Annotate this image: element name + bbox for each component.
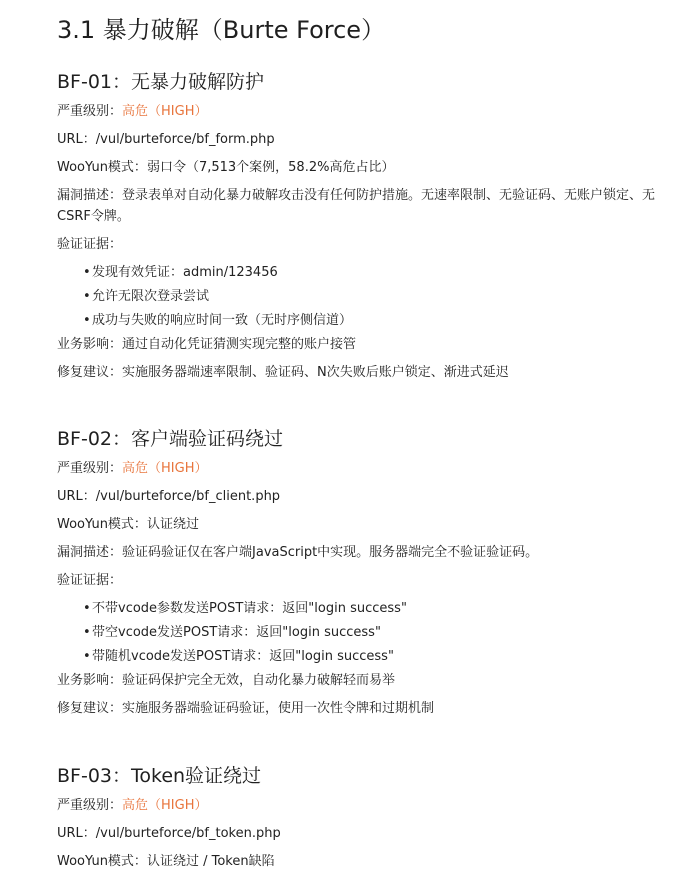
finding-bf-02 [57, 425, 681, 721]
url-label: URL： [57, 489, 96, 504]
description-value: 验证码验证仅在客户端JavaScript中实现。服务器端完全不验证验证码。 [122, 545, 539, 560]
evidence-label: 验证证据： [57, 573, 123, 588]
bullet-icon: • [83, 625, 91, 640]
url-value: /vul/burteforce/bf_form.php [95, 132, 275, 147]
fix-value: 实施服务器端验证码验证，使用一次性令牌和过期机制 [122, 701, 435, 716]
wooyun-value: 认证绕过 [146, 517, 199, 532]
description-value: 登录表单对自动化暴力破解攻击没有任何防护措施。无速率限制、无验证码、无账户锁定、无CSRF令牌。 [57, 188, 656, 224]
severity-row [57, 100, 681, 124]
finding-bf-01 [57, 68, 681, 385]
url-label: URL： [57, 826, 96, 841]
url-row [57, 822, 681, 846]
url-value: /vul/burteforce/bf_client.php [95, 489, 281, 504]
url-value: /vul/burteforce/bf_token.php [95, 826, 281, 841]
evidence-item [83, 261, 681, 285]
severity-label: 严重级别： [57, 798, 123, 813]
severity-value: 高危（HIGH） [122, 461, 208, 476]
finding-title: BF-03：Token验证绕过 [57, 765, 262, 787]
impact-value: 通过自动化凭证猜测实现完整的账户接管 [122, 337, 357, 352]
evidence-item [83, 309, 681, 333]
bullet-icon: • [83, 289, 91, 304]
wooyun-row [57, 513, 681, 537]
section-title: 3.1 暴力破解（Burte Force） [57, 16, 386, 44]
severity-value: 高危（HIGH） [122, 798, 208, 813]
evidence-text: 发现有效凭证：admin/123456 [92, 265, 278, 280]
bullet-icon: • [83, 313, 91, 328]
wooyun-row [57, 850, 681, 874]
bullet-icon: • [83, 601, 91, 616]
impact-label: 业务影响： [57, 337, 123, 352]
evidence-list [57, 261, 681, 333]
evidence-item [83, 285, 681, 309]
evidence-item [83, 621, 681, 645]
wooyun-label: WooYun模式： [57, 517, 147, 532]
bullet-icon: • [83, 649, 91, 664]
finding-bf-03 [57, 762, 681, 874]
url-row [57, 485, 681, 509]
severity-row [57, 457, 681, 481]
finding-title: BF-01：无暴力破解防护 [57, 71, 264, 93]
severity-label: 严重级别： [57, 104, 123, 119]
fix-row [57, 361, 681, 385]
wooyun-label: WooYun模式： [57, 854, 147, 869]
impact-row [57, 333, 681, 357]
evidence-text: 允许无限次登录尝试 [92, 289, 210, 304]
evidence-item [83, 645, 681, 669]
wooyun-row [57, 156, 681, 180]
evidence-item [83, 597, 681, 621]
wooyun-label: WooYun模式： [57, 160, 147, 175]
description-label: 漏洞描述： [57, 545, 123, 560]
severity-label: 严重级别： [57, 461, 123, 476]
wooyun-value: 弱口令（7,513个案例，58.2%高危占比） [146, 160, 395, 175]
evidence-text: 带随机vcode发送POST请求：返回"login success" [92, 649, 394, 664]
finding-title: BF-02：客户端验证码绕过 [57, 428, 283, 450]
evidence-list [57, 597, 681, 669]
evidence-text: 不带vcode参数发送POST请求：返回"login success" [92, 601, 407, 616]
description-label: 漏洞描述： [57, 188, 123, 203]
wooyun-value: 认证绕过 / Token缺陷 [146, 854, 275, 869]
impact-label: 业务影响： [57, 673, 123, 688]
url-row [57, 128, 681, 152]
severity-row [57, 794, 681, 818]
fix-label: 修复建议： [57, 701, 123, 716]
description-row [57, 541, 681, 565]
evidence-text: 成功与失败的响应时间一致（无时序侧信道） [92, 313, 353, 328]
fix-label: 修复建议： [57, 365, 123, 380]
bullet-icon: • [83, 265, 91, 280]
fix-value: 实施服务器端速率限制、验证码、N次失败后账户锁定、渐进式延迟 [122, 365, 509, 380]
evidence-label: 验证证据： [57, 237, 123, 252]
severity-value: 高危（HIGH） [122, 104, 208, 119]
evidence-text: 带空vcode发送POST请求：返回"login success" [92, 625, 381, 640]
impact-value: 验证码保护完全无效，自动化暴力破解轻而易举 [122, 673, 396, 688]
url-label: URL： [57, 132, 96, 147]
description-row [57, 184, 681, 229]
fix-row [57, 697, 681, 721]
impact-row [57, 669, 681, 693]
